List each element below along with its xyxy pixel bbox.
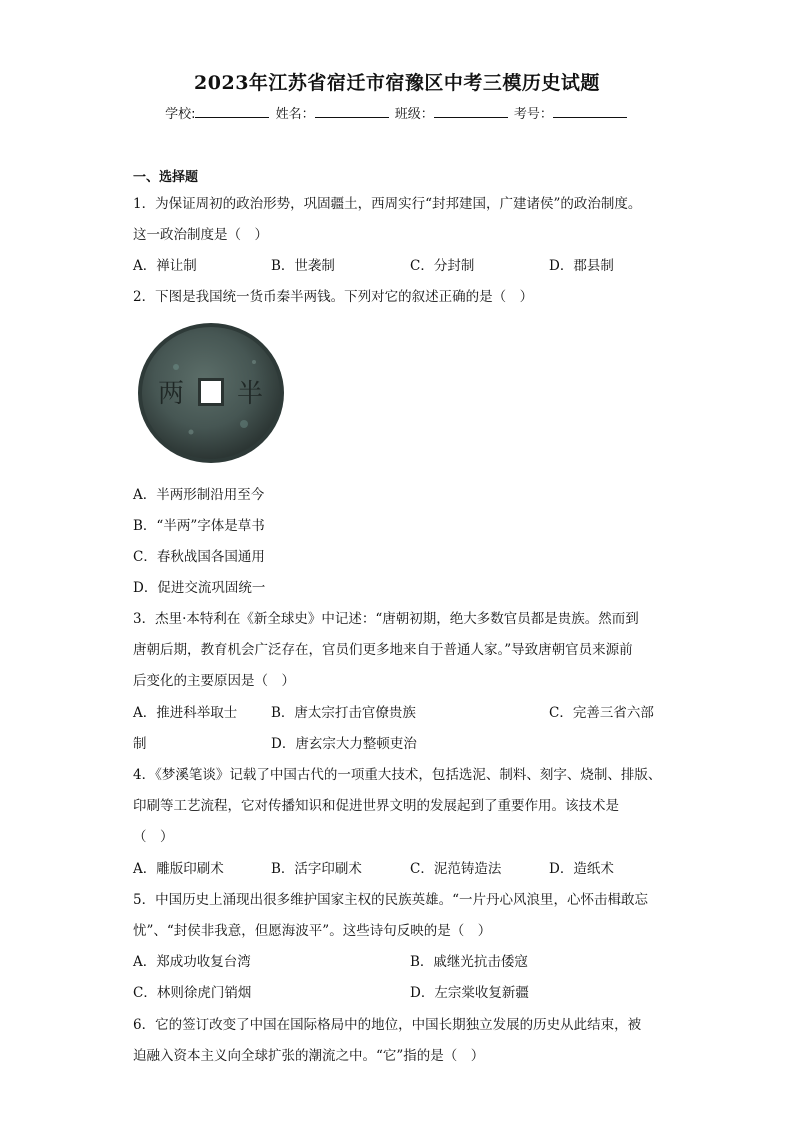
question-3-line-1: 3．杰里·本特利在《新全球史》中记述：“唐朝初期，绝大多数官员都是贵族。然而到 [133,611,639,627]
name-blank[interactable] [315,104,389,118]
q2-option-b[interactable]: B．“半两”字体是草书 [133,518,265,534]
q5-option-b[interactable]: B．戚继光抗击倭寇 [410,954,528,970]
question-3-line-2: 唐朝后期，教育机会广泛存在，官员们更多地来自于普通人家。”导致唐朝官员来源前 [133,642,633,658]
name-label: 姓名： [275,107,315,122]
q3-option-d[interactable]: D．唐玄宗大力整顿吏治 [271,736,417,752]
ban-liang-coin-image [136,322,286,464]
question-1-line-1: 1．为保证周初的政治形势，巩固疆土，西周实行“封邦建国，广建诸侯”的政治制度。 [133,196,642,212]
coin-char-ban: 半 [236,379,264,409]
q5-option-c[interactable]: C．林则徐虎门销烟 [133,985,252,1001]
class-label: 班级： [394,107,434,122]
q4-option-b[interactable]: B．活字印刷术 [271,861,362,877]
q3-option-c[interactable]: C．完善三省六部 [549,705,654,721]
question-6-line-1: 6．它的签订改变了中国在国际格局中的地位，中国长期独立发展的历史从此结束，被 [133,1017,642,1033]
q1-option-d[interactable]: D．郡县制 [549,258,614,274]
q3-option-b[interactable]: B．唐太宗打击官僚贵族 [271,705,416,721]
q1-option-c[interactable]: C．分封制 [410,258,475,274]
question-5-line-2: 忧”、“封侯非我意，但愿海波平”。这些诗句反映的是（ ） [133,923,492,939]
section-title: 一、选择题 [133,170,199,185]
q4-option-a[interactable]: A．雕版印刷术 [133,861,224,877]
question-2-line-1: 2．下图是我国统一货币秦半两钱。下列对它的叙述正确的是（ ） [133,289,534,305]
question-6-line-2: 迫融入资本主义向全球扩张的潮流之中。“它”指的是（ ） [133,1048,485,1064]
question-4-line-2: 印刷等工艺流程，它对传播知识和促进世界文明的发展起到了重要作用。该技术是 [133,798,619,814]
question-4-line-1: 4．《梦溪笔谈》记载了中国古代的一项重大技术，包括选泥、制料、刻字、烧制、排版、 [133,767,662,783]
exam-no-blank[interactable] [553,104,627,118]
q2-option-d[interactable]: D．促进交流巩固统一 [133,580,266,596]
class-blank[interactable] [434,104,508,118]
q4-option-d[interactable]: D．造纸术 [549,861,614,877]
q2-option-c[interactable]: C．春秋战国各国通用 [133,549,265,565]
school-label: 学校: [165,107,196,122]
q1-option-b[interactable]: B．世袭制 [271,258,335,274]
coin-square-hole [201,381,221,403]
q1-option-a[interactable]: A．禅让制 [133,258,197,274]
q5-option-a[interactable]: A．郑成功收复台湾 [133,954,251,970]
q3-option-c-continued[interactable]: 制 [133,736,147,752]
coin-char-liang: 两 [157,379,185,409]
exam-title: 2023年江苏省宿迁市宿豫区中考三模历史试题 [194,72,600,94]
exam-no-label: 考号： [513,107,553,122]
school-blank[interactable] [195,104,269,118]
q5-option-d[interactable]: D．左宗棠收复新疆 [410,985,529,1001]
question-1-line-2: 这一政治制度是（ ） [133,227,268,243]
question-4-line-3: （ ） [133,829,174,845]
q2-option-a[interactable]: A．半两形制沿用至今 [133,487,265,503]
q3-option-a[interactable]: A．推进科举取士 [133,705,238,721]
student-info-row [0,103,794,122]
q4-option-c[interactable]: C．泥范铸造法 [410,861,502,877]
question-5-line-1: 5．中国历史上涌现出很多维护国家主权的民族英雄。“一片丹心风浪里，心怀击楫敢忘 [133,892,648,908]
question-3-line-3: 后变化的主要原因是（ ） [133,673,295,689]
